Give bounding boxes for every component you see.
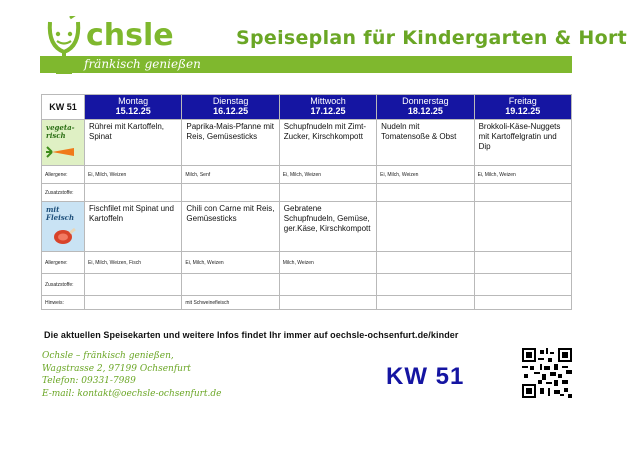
- hinweis-cell: [377, 296, 474, 310]
- contact-line: E-mail: kontakt@oechsle-ochsenfurt.de: [42, 388, 222, 399]
- week-label: KW 51: [42, 95, 85, 120]
- meal-cell: Brokkoli-Käse-Nuggets mit Kartoffelgratin und Dip: [474, 120, 571, 166]
- meal-cell: Rührei mit Kartoffeln, Spinat: [85, 120, 182, 166]
- zusatz-cell: [474, 274, 571, 296]
- allergene-label: Allergene:: [42, 252, 85, 274]
- meal-cell: Gebratene Schupfnudeln, Gemüse, ger.Käse, Kirschkompott: [279, 202, 376, 252]
- week-big-label: KW 51: [386, 363, 465, 390]
- allergene-cell: Ei, Milch, Weizen, Fisch: [85, 252, 182, 274]
- category-meat: [42, 202, 85, 252]
- category-vegetarian: [42, 120, 85, 166]
- day-date: 18.12.25: [407, 106, 443, 116]
- hinweis-cell: mit Schweinefleisch: [182, 296, 279, 310]
- allergene-cell: [377, 252, 474, 274]
- veg-allergene-row: [42, 166, 572, 184]
- zusatz-cell: [474, 184, 571, 202]
- day-header: [85, 95, 182, 120]
- meal-cell: [474, 202, 571, 252]
- meat-hinweis-row: [42, 296, 572, 310]
- meal-cell: [377, 202, 474, 252]
- tagline: fränkisch genießen: [84, 57, 201, 71]
- meat-meal-row: [42, 202, 572, 252]
- meat-allergene-row: [42, 252, 572, 274]
- allergene-cell: Milch, Senf: [182, 166, 279, 184]
- ham-icon: [52, 226, 76, 246]
- menu-table: [41, 94, 572, 310]
- hinweis-label: Hinweis:: [42, 296, 85, 310]
- hinweis-cell: [85, 296, 182, 310]
- day-header: [182, 95, 279, 120]
- zusatz-cell: [182, 184, 279, 202]
- veg-meal-row: [42, 120, 572, 166]
- day-header: [474, 95, 571, 120]
- allergene-cell: Ei, Milch, Weizen: [474, 166, 571, 184]
- meal-cell: Schupfnudeln mit Zimt-Zucker, Kirschkompott: [279, 120, 376, 166]
- meat-zusatz-row: [42, 274, 572, 296]
- carrot-icon: [46, 144, 76, 160]
- zusatz-cell: [85, 184, 182, 202]
- category-label: mit Fleisch: [46, 205, 75, 222]
- day-name: Montag: [118, 96, 149, 106]
- meal-cell: Nudeln mit Tomatensoße & Obst: [377, 120, 474, 166]
- zusatz-cell: [182, 274, 279, 296]
- zusatz-cell: [279, 184, 376, 202]
- zusatz-cell: [279, 274, 376, 296]
- zusatz-cell: [377, 274, 474, 296]
- veg-zusatz-row: [42, 184, 572, 202]
- day-name: Dienstag: [212, 96, 249, 106]
- hinweis-cell: [279, 296, 376, 310]
- header: [0, 0, 636, 80]
- allergene-cell: Ei, Milch, Weizen: [279, 166, 376, 184]
- day-name: Donnerstag: [402, 96, 449, 106]
- logo-text: chsle: [86, 18, 174, 53]
- page-title: Speiseplan für Kindergarten & Hort: [236, 27, 628, 49]
- zusatz-label: Zusatzstoffe:: [42, 274, 85, 296]
- day-date: 16.12.25: [213, 106, 249, 116]
- zusatz-cell: [85, 274, 182, 296]
- meal-cell: Paprika-Mais-Pfanne mit Reis, Gemüsesticks: [182, 120, 279, 166]
- contact-line: Telefon: 09331-7989: [42, 376, 136, 386]
- qr-code-icon: [522, 348, 572, 398]
- day-date: 17.12.25: [310, 106, 346, 116]
- meal-cell: Chili con Carne mit Reis, Gemüsesticks: [182, 202, 279, 252]
- category-label: vegeta- risch: [46, 123, 75, 140]
- day-header: [279, 95, 376, 120]
- info-note: Die aktuellen Speisekarten und weitere Infos findet Ihr immer auf oechsle-ochsenfurt.de/kinder: [44, 330, 459, 340]
- allergene-cell: Ei, Milch, Weizen: [377, 166, 474, 184]
- allergene-cell: [474, 252, 571, 274]
- allergene-cell: Ei, Milch, Weizen: [182, 252, 279, 274]
- day-name: Mittwoch: [310, 96, 346, 106]
- allergene-cell: Milch, Weizen: [279, 252, 376, 274]
- contact-block: [42, 350, 222, 400]
- day-header: [377, 95, 474, 120]
- day-date: 15.12.25: [115, 106, 151, 116]
- meal-cell: Fischfilet mit Spinat und Kartoffeln: [85, 202, 182, 252]
- contact-line: Wagstrasse 2, 97199 Ochsenfurt: [42, 363, 191, 374]
- day-date: 19.12.25: [505, 106, 541, 116]
- table-header-row: [42, 95, 572, 120]
- zusatz-cell: [377, 184, 474, 202]
- allergene-label: Allergene:: [42, 166, 85, 184]
- contact-line: Ochsle – fränkisch genießen,: [42, 351, 174, 361]
- day-name: Freitag: [508, 96, 537, 106]
- allergene-cell: Ei, Milch, Weizen: [85, 166, 182, 184]
- hinweis-cell: [474, 296, 571, 310]
- zusatz-label: Zusatzstoffe:: [42, 184, 85, 202]
